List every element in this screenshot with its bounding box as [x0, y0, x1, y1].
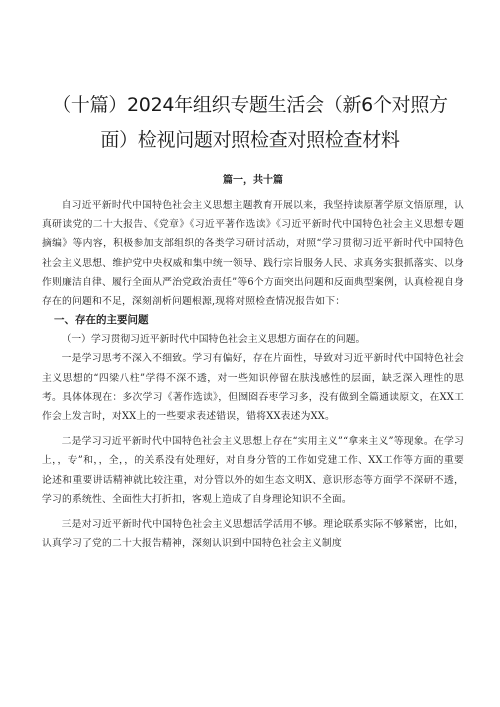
intro-paragraph: 自习近平新时代中国特色社会主义思想主题教育开展以来，我坚持读原著学原文悟原理，认真研读党的二十大报告、《党章》《习近平著作选读》《习近平新时代中国特色社会主义思想专题摘编》等内容，积极参加支部组织的各类学习研讨活动，对照“学习贯彻习近平新时代中国特色社会主义思想、维护党中央权威和集中统一领导、践行宗旨服务人民、求真务实狠抓落实、以身作则廉洁自律、履行全面从严治党政治责任”等6个方面突出问题和反面典型案例，认真检视自身存在的问题和不足，深刻剖析问题根源,现将对照检查情况报告如下：	[42, 200, 464, 308]
title-line-2: 面）检视问题对照检查对照检查材料	[100, 129, 400, 151]
section-heading: 一、存在的主要问题	[54, 314, 149, 327]
paragraph-2: 二是学习习近平新时代中国特色社会主义思想上存在“实用主义”“拿来主义”等现象。在学习上，，专”和，，全，，的关系没有处理好，对自身分管的工作如党建工作、XX工作等方面的重要论述和重要讲话精神就比较注重，对分管以外的如生态文明X、意识形态等方面学不深研不透，学习的系统性、全面性大打折扣，客观上造成了自身理论知识不全面。	[42, 436, 464, 505]
paragraph-3: 三是对习近平新时代中国特色社会主义思想活学活用不够。理论联系实际不够紧密，比如，认真学习了党的二十大报告精神，深刻认识到中国特色社会主义制度	[42, 519, 464, 550]
paragraph-1: 一是学习思考不深入不细致。学习有偏好，存在片面性，导致对习近平新时代中国特色社会主义思想的“四梁八柱”学得不深不透，对一些知识停留在肤浅感性的层面，缺乏深入理性的思考。具体体现在：多次学习《著作选读》，但囫囵吞枣学习多，没有做到全篇通读原文，在XX工作会上发言时，对XX上的一些要求表述错误，错将XX表述为XX。	[42, 353, 464, 423]
title-line-1: （十篇）2024年组织专题生活会（新6个对照方	[52, 94, 448, 116]
subsection-heading: （一）学习贯彻习近平新时代中国特色社会主义思想方面存在的问题。	[61, 334, 366, 346]
document-title	[22, 88, 478, 158]
document-subtitle: 篇一，共十篇	[223, 175, 283, 186]
